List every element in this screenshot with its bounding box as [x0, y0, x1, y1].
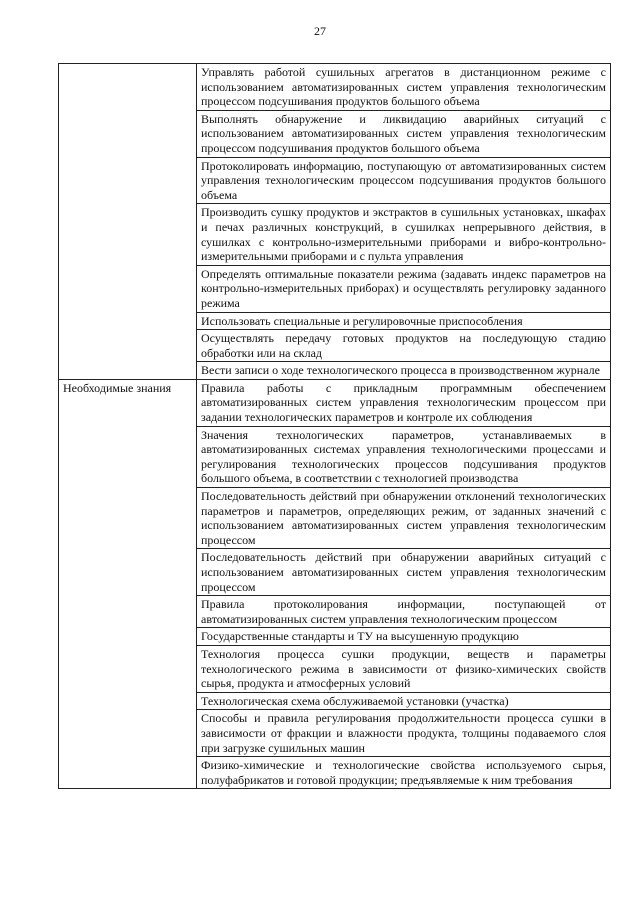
- section-label: [59, 64, 197, 380]
- knowledge-item: Последовательность действий при обнаружении аварийных ситуаций с использованием автоматизированных систем управления технологическим процессом: [197, 549, 611, 596]
- section-label-required-knowledge: Необходимые знания: [59, 379, 197, 788]
- table-row: [59, 64, 611, 111]
- knowledge-item: Физико-химические и технологические свойства используемого сырья, полуфабрикатов и готовой продукции; предъявляемые к ним требования: [197, 757, 611, 789]
- skill-item: Управлять работой сушильных агрегатов в дистанционном режиме с использованием автоматизированных систем управления технологическим процессом подсушивания продуктов большого объема: [197, 64, 611, 111]
- knowledge-item: Технология процесса сушки продукции, веществ и параметры технологического режима в зависимости от физико-химических свойств сырья, продукта и атмосферных условий: [197, 645, 611, 692]
- skill-item: Использовать специальные и регулировочные приспособления: [197, 312, 611, 330]
- skill-item: Выполнять обнаружение и ликвидацию аварийных ситуаций с использованием автоматизированных систем управления технологическим процессом подсушивания продуктов большого объема: [197, 110, 611, 157]
- skill-item: Производить сушку продуктов и экстрактов в сушильных установках, шкафах и печах различных конструкций, в сушилках непрерывного действия, в сушилках с контрольно-измерительными приборами и вибро-контрольно-измерительными приборами и с пульта управления: [197, 204, 611, 265]
- knowledge-item: Последовательность действий при обнаружении отклонений технологических параметров и параметров, определяющих режим, от заданных значений с использованием автоматизированных систем управления технологическим процессом: [197, 488, 611, 549]
- page-number: 27: [314, 24, 326, 38]
- skill-item: Протоколировать информацию, поступающую от автоматизированных систем управления технологическим процессом подсушивания продуктов большого объема: [197, 157, 611, 204]
- skill-item: Определять оптимальные показатели режима (задавать индекс параметров на контрольно-измерительных приборах) и осуществлять регулировку заданного режима: [197, 265, 611, 312]
- knowledge-item: Государственные стандарты и ТУ на высушенную продукцию: [197, 628, 611, 646]
- knowledge-item: Способы и правила регулирования продолжительности процесса сушки в зависимости от фракции и влажности продукта, толщины подаваемого слоя при загрузке сушильных машин: [197, 710, 611, 757]
- requirements-table: [58, 63, 611, 789]
- table-row: [59, 379, 611, 426]
- knowledge-item: Правила протоколирования информации, поступающей от автоматизированных систем управления технологическим процессом: [197, 596, 611, 628]
- skill-item: Вести записи о ходе технологического процесса в производственном журнале: [197, 362, 611, 380]
- knowledge-item: Значения технологических параметров, устанавливаемых в автоматизированных системах управления технологическими процессами и регулирования технологических процессов подсушивания продуктов большого объема, в соответствии с технологией производства: [197, 426, 611, 487]
- knowledge-item: Технологическая схема обслуживаемой установки (участка): [197, 692, 611, 710]
- skill-item: Осуществлять передачу готовых продуктов на последующую стадию обработки или на склад: [197, 330, 611, 362]
- knowledge-item: Правила работы с прикладным программным обеспечением автоматизированных систем управления технологическим процессом при задании технологических параметров и контроле их соблюдения: [197, 379, 611, 426]
